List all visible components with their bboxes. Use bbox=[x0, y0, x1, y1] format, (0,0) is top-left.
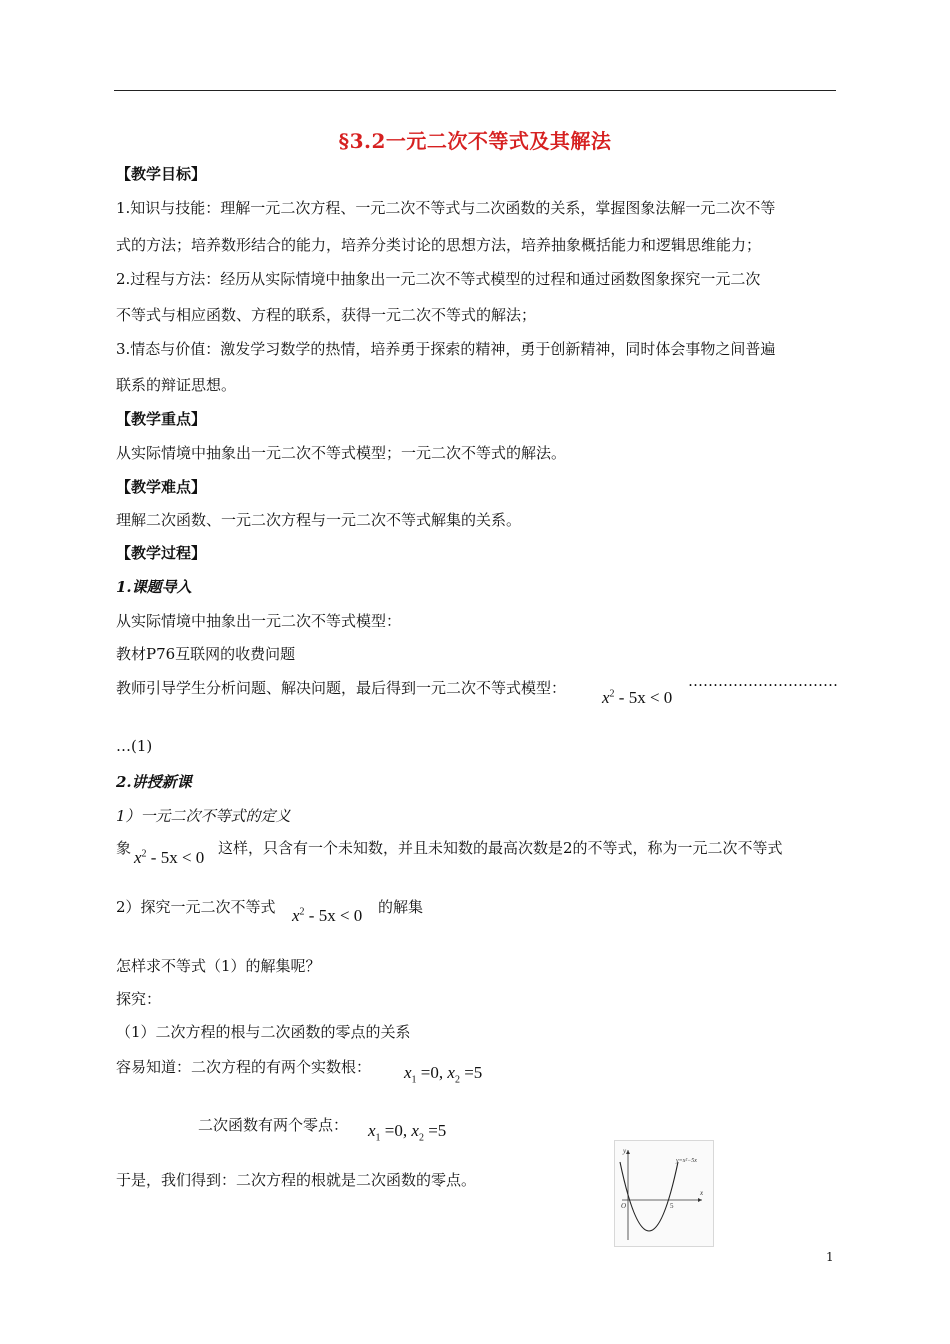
inequality-definition bbox=[134, 848, 204, 868]
y-axis-label: y bbox=[623, 1147, 627, 1155]
zero-val-1: =0, bbox=[380, 1121, 412, 1140]
process-heading: 【教学过程】 bbox=[116, 544, 207, 562]
zero-val-2: =5 bbox=[423, 1121, 447, 1140]
definition-line bbox=[116, 837, 131, 858]
inequality-explore bbox=[292, 906, 362, 926]
root-var-1: x bbox=[404, 1063, 412, 1082]
section-1-line-2: 教材P76互联网的收费问题 bbox=[116, 645, 296, 663]
ineq-var: x bbox=[292, 906, 300, 925]
subsection-2-suffix: 的解集 bbox=[378, 898, 424, 916]
objective-2-line-1: 2.过程与方法：经历从实际情境中抽象出一元二次不等式模型的过程和通过函数图象探究一元二次 bbox=[116, 270, 761, 288]
key-points-text: 从实际情境中抽象出一元二次不等式模型；一元二次不等式的解法。 bbox=[116, 444, 567, 462]
conclusion-line: 于是，我们得到：二次方程的根就是二次函数的零点。 bbox=[116, 1171, 477, 1189]
zeros-line: 二次函数有两个零点： bbox=[198, 1116, 349, 1134]
ineq-rest: - 5x < 0 bbox=[146, 848, 205, 867]
ineq-exp: 2 bbox=[141, 848, 147, 860]
objective-2-line-2: 不等式与相应函数、方程的联系，获得一元二次不等式的解法； bbox=[116, 306, 537, 324]
objectives-heading: 【教学目标】 bbox=[116, 165, 207, 183]
root-sub-2: 2 bbox=[454, 1074, 460, 1086]
definition-suffix: 这样，只含有一个未知数，并且未知数的最高次数是2的不等式，称为一元二次不等式 bbox=[218, 839, 783, 857]
root-val-1: =0, bbox=[416, 1063, 448, 1082]
page-title: §3.2一元二次不等式及其解法 bbox=[338, 129, 612, 153]
ineq-rest: - 5x < 0 bbox=[304, 906, 363, 925]
tick-label-5: 5 bbox=[670, 1202, 674, 1210]
x-axis-label: x bbox=[700, 1189, 704, 1197]
root-val-2: =5 bbox=[459, 1063, 483, 1082]
section-1-line-3: 教师引导学生分析问题、解决问题，最后得到一元二次不等式模型： bbox=[116, 679, 567, 697]
leader-dots: ………………………… bbox=[688, 672, 838, 690]
curve-label: y=x²−5x bbox=[676, 1158, 697, 1164]
objective-3-line-1: 3.情态与价值：激发学习数学的热情，培养勇于探索的精神，勇于创新精神，同时体会事物之间普遍 bbox=[116, 340, 776, 358]
parabola-figure bbox=[614, 1140, 714, 1247]
definition-prefix: 象 bbox=[116, 839, 132, 857]
subsection-2-prefix: 2）探究一元二次不等式 bbox=[116, 898, 276, 916]
difficulties-heading: 【教学难点】 bbox=[116, 478, 207, 496]
roots-equation bbox=[404, 1063, 482, 1085]
root-sub-1: 1 bbox=[411, 1074, 417, 1086]
roots-line: 容易知道：二次方程的有两个实数根： bbox=[116, 1058, 372, 1076]
ineq-exp: 2 bbox=[299, 906, 305, 918]
explore-label: 探究： bbox=[116, 990, 162, 1008]
root-var-2: x bbox=[447, 1063, 455, 1082]
header-rule bbox=[114, 90, 836, 91]
objective-1-line-1: 1.知识与技能：理解一元二次方程、一元二次不等式与二次函数的关系，掌握图象法解一元二次不等 bbox=[116, 199, 776, 217]
page-number: 1 bbox=[826, 1250, 834, 1264]
zero-sub-2: 2 bbox=[418, 1132, 424, 1144]
equation-label: …(1) bbox=[116, 737, 153, 755]
section-1-line-1: 从实际情境中抽象出一元二次不等式模型： bbox=[116, 612, 402, 630]
origin-label: O bbox=[621, 1202, 627, 1210]
ineq-exp: 2 bbox=[609, 688, 615, 700]
ineq-rest: - 5x < 0 bbox=[614, 688, 673, 707]
relation-heading: （1）二次方程的根与二次函数的零点的关系 bbox=[116, 1023, 411, 1041]
zero-sub-1: 1 bbox=[375, 1132, 381, 1144]
subsection-1-text: 1）一元二次不等式的定义 bbox=[116, 807, 291, 825]
zero-var-1: x bbox=[368, 1121, 376, 1140]
zero-var-2: x bbox=[411, 1121, 419, 1140]
ineq-var: x bbox=[134, 848, 142, 867]
section-2-heading: 2.讲授新课 bbox=[116, 773, 192, 791]
difficulties-text: 理解二次函数、一元二次方程与一元二次不等式解集的关系。 bbox=[116, 511, 522, 529]
objective-1-line-2: 式的方法；培养数形结合的能力，培养分类讨论的思想方法，培养抽象概括能力和逻辑思维能力； bbox=[116, 236, 762, 254]
inequality-model bbox=[602, 688, 672, 708]
section-1-heading: 1.课题导入 bbox=[116, 578, 192, 596]
question-line: 怎样求不等式（1）的解集呢？ bbox=[116, 957, 321, 975]
subsection-1-heading bbox=[116, 805, 291, 826]
figure-border bbox=[615, 1141, 714, 1247]
ineq-var: x bbox=[602, 688, 610, 707]
zeros-equation bbox=[368, 1121, 446, 1143]
key-points-heading: 【教学重点】 bbox=[116, 410, 207, 428]
objective-3-line-2: 联系的辩证思想。 bbox=[116, 376, 237, 394]
